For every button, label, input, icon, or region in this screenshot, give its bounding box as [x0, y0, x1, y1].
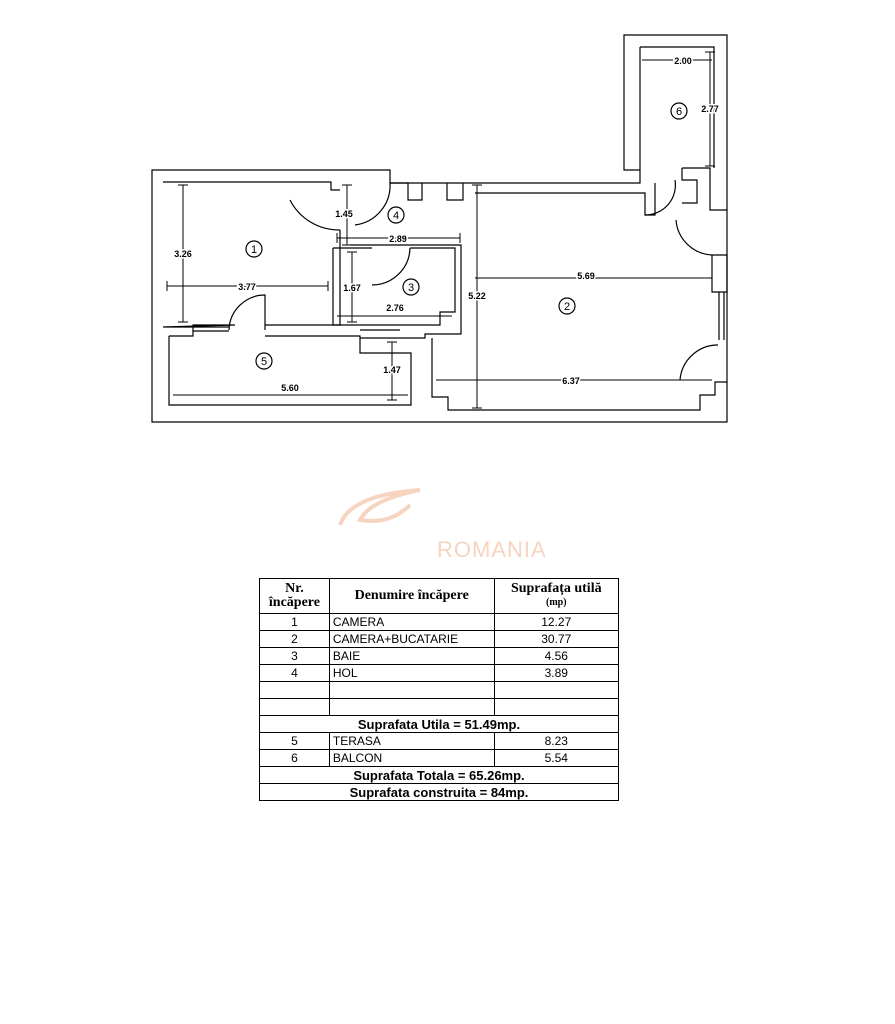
- area-table: [259, 578, 619, 801]
- row-number: 2: [260, 631, 330, 648]
- hall-wall-detail: [447, 183, 463, 200]
- built-row: [260, 784, 619, 801]
- room-5-wall: [169, 327, 411, 405]
- floor-plan: [0, 0, 895, 440]
- dim-r1-width: 3.77: [238, 282, 256, 292]
- dim-r4-height: 1.45: [335, 209, 353, 219]
- dim-r3-height: 1.67: [343, 283, 361, 293]
- dim-r6-height: 2.77: [701, 104, 719, 114]
- table-row: [260, 614, 619, 631]
- empty-cell: [494, 682, 618, 699]
- room-5-number: 5: [260, 356, 268, 368]
- row-name: CAMERA: [329, 614, 494, 631]
- table-row: [260, 665, 619, 682]
- header-area-label: Suprafața utilă: [510, 581, 602, 596]
- outer-wall: [152, 35, 727, 422]
- header-number: Nr. încăpere: [260, 579, 330, 614]
- window-lower: [193, 327, 400, 331]
- dim-r5-height: 1.47: [383, 365, 401, 375]
- dimension-lines: [167, 52, 715, 408]
- room-4-wall: [350, 183, 461, 338]
- room-3-number: 3: [407, 282, 415, 294]
- room-2-right-wall: [682, 168, 727, 210]
- dim-r4-width: 2.89: [389, 234, 407, 244]
- room-6-number: 6: [675, 106, 683, 118]
- watermark-logo: [330, 485, 430, 535]
- table-row-empty: [260, 699, 619, 716]
- row-area: 5.54: [494, 750, 618, 767]
- row-number: 3: [260, 648, 330, 665]
- header-area: [494, 579, 618, 614]
- empty-cell: [329, 699, 494, 716]
- row-number: 1: [260, 614, 330, 631]
- empty-cell: [260, 682, 330, 699]
- row-number: 4: [260, 665, 330, 682]
- subtotal-util: Suprafata Utila = 51.49mp.: [260, 716, 619, 733]
- dim-r2-height: 5.22: [468, 291, 486, 301]
- table-row: [260, 750, 619, 767]
- built-area: Suprafata construita = 84mp.: [260, 784, 619, 801]
- watermark-text: ROMANIA: [437, 537, 547, 562]
- dim-r1-height: 3.26: [174, 249, 192, 259]
- total-row: [260, 767, 619, 784]
- room-1-number: 1: [250, 244, 258, 256]
- door-arc-room2-c: [680, 345, 718, 380]
- dim-r5-width: 5.60: [281, 383, 299, 393]
- row-name: HOL: [329, 665, 494, 682]
- row-name: CAMERA+BUCATARIE: [329, 631, 494, 648]
- row-number: 5: [260, 733, 330, 750]
- door-arc-room2-b: [676, 220, 712, 255]
- row-name: TERASA: [329, 733, 494, 750]
- empty-cell: [329, 682, 494, 699]
- window-right: [712, 255, 727, 340]
- room-2-number: 2: [563, 301, 571, 313]
- row-name: BAIE: [329, 648, 494, 665]
- row-area: 30.77: [494, 631, 618, 648]
- room-4-number: 4: [392, 210, 400, 222]
- row-name: BALCON: [329, 750, 494, 767]
- door-arc-hall: [290, 200, 340, 230]
- header-area-unit: (mp): [545, 597, 567, 608]
- dim-r2-width-bottom: 6.37: [562, 376, 580, 386]
- dim-r3-width: 2.76: [386, 303, 404, 313]
- door-arc-room2-a: [645, 180, 675, 215]
- subtotal-row: [260, 716, 619, 733]
- row-number: 6: [260, 750, 330, 767]
- empty-cell: [494, 699, 618, 716]
- row-area: 8.23: [494, 733, 618, 750]
- dim-r2-width-top: 5.69: [577, 271, 595, 281]
- table-row: [260, 631, 619, 648]
- header-name: Denumire încăpere: [329, 579, 494, 614]
- total-area: Suprafata Totala = 65.26mp.: [260, 767, 619, 784]
- empty-cell: [260, 699, 330, 716]
- table-row: [260, 733, 619, 750]
- door-arc-bath: [372, 248, 410, 285]
- row-area: 12.27: [494, 614, 618, 631]
- row-area: 4.56: [494, 648, 618, 665]
- row-area: 3.89: [494, 665, 618, 682]
- table-header-row: [260, 579, 619, 614]
- table-row: [260, 648, 619, 665]
- dim-r6-width: 2.00: [674, 56, 692, 66]
- table-row-empty: [260, 682, 619, 699]
- door-arc-hall-2: [355, 183, 390, 225]
